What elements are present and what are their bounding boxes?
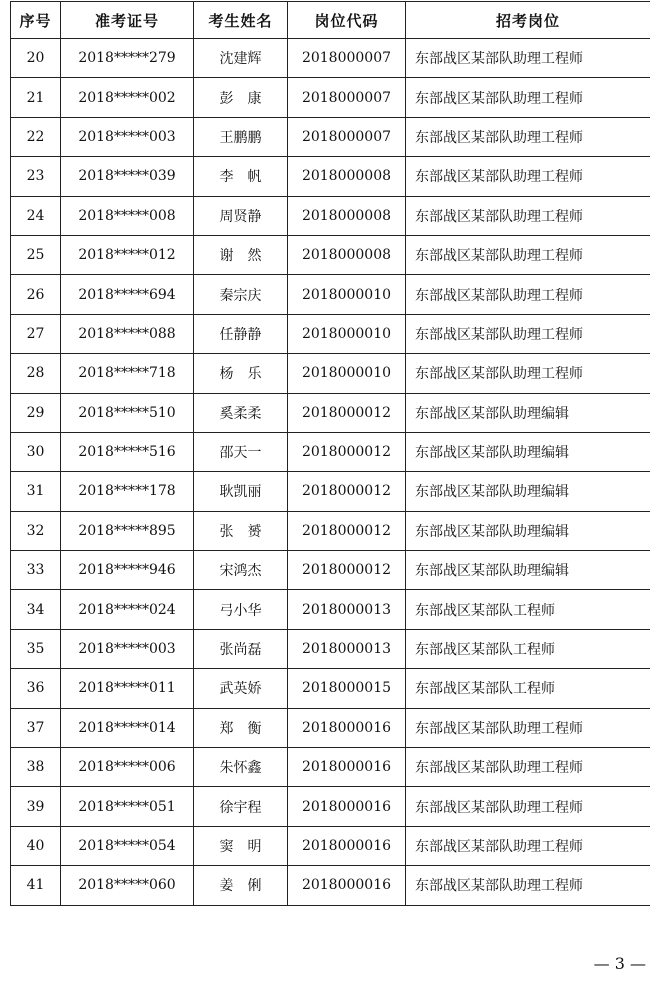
table-row (11, 235, 650, 274)
cell-code: 2018000013 (288, 590, 406, 629)
cell-post: 东部战区某部队助理工程师 (406, 78, 650, 117)
cell-name: 姜 俐 (194, 866, 288, 905)
table-body (11, 39, 650, 906)
cell-post: 东部战区某部队助理工程师 (406, 826, 650, 865)
cell-code: 2018000010 (288, 354, 406, 393)
cell-exam-id: 2018*****054 (61, 826, 194, 865)
cell-exam-id: 2018*****694 (61, 275, 194, 314)
header-row (11, 2, 650, 39)
cell-seq: 25 (11, 235, 61, 274)
cell-name: 张 赟 (194, 511, 288, 550)
cell-post: 东部战区某部队助理编辑 (406, 432, 650, 471)
cell-post: 东部战区某部队助理编辑 (406, 511, 650, 550)
table-row (11, 314, 650, 353)
table-row (11, 866, 650, 905)
cell-code: 2018000008 (288, 196, 406, 235)
cell-seq: 37 (11, 708, 61, 747)
cell-seq: 38 (11, 748, 61, 787)
table-row (11, 157, 650, 196)
cell-code: 2018000012 (288, 551, 406, 590)
cell-name: 张尚磊 (194, 629, 288, 668)
cell-name: 耿凯丽 (194, 472, 288, 511)
table-row (11, 708, 650, 747)
cell-name: 任静静 (194, 314, 288, 353)
cell-post: 东部战区某部队助理工程师 (406, 708, 650, 747)
cell-exam-id: 2018*****178 (61, 472, 194, 511)
table-row (11, 275, 650, 314)
cell-code: 2018000016 (288, 866, 406, 905)
cell-name: 窦 明 (194, 826, 288, 865)
cell-code: 2018000016 (288, 708, 406, 747)
cell-name: 王鹏鹏 (194, 117, 288, 156)
cell-post: 东部战区某部队助理工程师 (406, 314, 650, 353)
cell-code: 2018000012 (288, 472, 406, 511)
cell-seq: 22 (11, 117, 61, 156)
table-row (11, 590, 650, 629)
cell-name: 杨 乐 (194, 354, 288, 393)
cell-seq: 41 (11, 866, 61, 905)
cell-exam-id: 2018*****718 (61, 354, 194, 393)
cell-code: 2018000016 (288, 748, 406, 787)
table-row (11, 354, 650, 393)
cell-post: 东部战区某部队助理工程师 (406, 117, 650, 156)
cell-exam-id: 2018*****051 (61, 787, 194, 826)
cell-code: 2018000008 (288, 235, 406, 274)
cell-post: 东部战区某部队助理工程师 (406, 275, 650, 314)
cell-name: 宋鸿杰 (194, 551, 288, 590)
cell-seq: 20 (11, 39, 61, 78)
cell-code: 2018000012 (288, 432, 406, 471)
cell-exam-id: 2018*****279 (61, 39, 194, 78)
cell-exam-id: 2018*****024 (61, 590, 194, 629)
cell-name: 沈建辉 (194, 39, 288, 78)
cell-code: 2018000007 (288, 117, 406, 156)
cell-post: 东部战区某部队助理工程师 (406, 787, 650, 826)
table-row (11, 472, 650, 511)
table-row (11, 117, 650, 156)
table-row (11, 196, 650, 235)
table-row (11, 511, 650, 550)
header-post: 招考岗位 (406, 2, 650, 39)
cell-post: 东部战区某部队工程师 (406, 629, 650, 668)
table-row (11, 629, 650, 668)
cell-seq: 32 (11, 511, 61, 550)
cell-exam-id: 2018*****060 (61, 866, 194, 905)
cell-exam-id: 2018*****946 (61, 551, 194, 590)
cell-seq: 31 (11, 472, 61, 511)
cell-code: 2018000010 (288, 314, 406, 353)
cell-name: 徐宇程 (194, 787, 288, 826)
table-row (11, 551, 650, 590)
cell-code: 2018000008 (288, 157, 406, 196)
cell-name: 郑 衡 (194, 708, 288, 747)
table-row (11, 748, 650, 787)
cell-exam-id: 2018*****011 (61, 669, 194, 708)
cell-post: 东部战区某部队助理工程师 (406, 748, 650, 787)
cell-exam-id: 2018*****002 (61, 78, 194, 117)
cell-code: 2018000007 (288, 78, 406, 117)
cell-seq: 39 (11, 787, 61, 826)
cell-seq: 36 (11, 669, 61, 708)
table-row (11, 787, 650, 826)
cell-code: 2018000007 (288, 39, 406, 78)
cell-seq: 34 (11, 590, 61, 629)
cell-code: 2018000013 (288, 629, 406, 668)
cell-name: 谢 然 (194, 235, 288, 274)
cell-name: 朱怀鑫 (194, 748, 288, 787)
cell-seq: 40 (11, 826, 61, 865)
cell-exam-id: 2018*****003 (61, 629, 194, 668)
cell-seq: 35 (11, 629, 61, 668)
cell-exam-id: 2018*****510 (61, 393, 194, 432)
cell-name: 武英娇 (194, 669, 288, 708)
cell-post: 东部战区某部队助理工程师 (406, 866, 650, 905)
cell-code: 2018000010 (288, 275, 406, 314)
cell-post: 东部战区某部队助理工程师 (406, 235, 650, 274)
cell-code: 2018000015 (288, 669, 406, 708)
cell-seq: 28 (11, 354, 61, 393)
cell-post: 东部战区某部队工程师 (406, 590, 650, 629)
cell-seq: 21 (11, 78, 61, 117)
cell-post: 东部战区某部队助理工程师 (406, 196, 650, 235)
cell-exam-id: 2018*****088 (61, 314, 194, 353)
cell-seq: 23 (11, 157, 61, 196)
table-header (11, 2, 650, 39)
cell-code: 2018000012 (288, 511, 406, 550)
cell-post: 东部战区某部队助理工程师 (406, 39, 650, 78)
cell-seq: 24 (11, 196, 61, 235)
cell-exam-id: 2018*****006 (61, 748, 194, 787)
cell-seq: 27 (11, 314, 61, 353)
cell-exam-id: 2018*****012 (61, 235, 194, 274)
cell-seq: 33 (11, 551, 61, 590)
cell-seq: 30 (11, 432, 61, 471)
cell-name: 周贤静 (194, 196, 288, 235)
cell-code: 2018000012 (288, 393, 406, 432)
cell-post: 东部战区某部队助理工程师 (406, 354, 650, 393)
cell-name: 彭 康 (194, 78, 288, 117)
table-row (11, 669, 650, 708)
cell-exam-id: 2018*****008 (61, 196, 194, 235)
cell-exam-id: 2018*****895 (61, 511, 194, 550)
cell-post: 东部战区某部队助理编辑 (406, 472, 650, 511)
cell-code: 2018000016 (288, 826, 406, 865)
header-name: 考生姓名 (194, 2, 288, 39)
cell-exam-id: 2018*****003 (61, 117, 194, 156)
table-row (11, 432, 650, 471)
header-code: 岗位代码 (288, 2, 406, 39)
cell-name: 秦宗庆 (194, 275, 288, 314)
cell-exam-id: 2018*****014 (61, 708, 194, 747)
table-row (11, 39, 650, 78)
table-row (11, 78, 650, 117)
cell-name: 李 帆 (194, 157, 288, 196)
header-seq: 序号 (11, 2, 61, 39)
cell-post: 东部战区某部队助理编辑 (406, 551, 650, 590)
cell-name: 邵天一 (194, 432, 288, 471)
cell-post: 东部战区某部队助理工程师 (406, 157, 650, 196)
header-exam-id: 准考证号 (61, 2, 194, 39)
cell-exam-id: 2018*****516 (61, 432, 194, 471)
table-row (11, 393, 650, 432)
table-row (11, 826, 650, 865)
cell-exam-id: 2018*****039 (61, 157, 194, 196)
cell-post: 东部战区某部队助理编辑 (406, 393, 650, 432)
cell-post: 东部战区某部队工程师 (406, 669, 650, 708)
cell-code: 2018000016 (288, 787, 406, 826)
cell-name: 弓小华 (194, 590, 288, 629)
page-number: — 3 — (593, 954, 646, 973)
cell-seq: 29 (11, 393, 61, 432)
cell-seq: 26 (11, 275, 61, 314)
candidate-table (10, 1, 650, 906)
cell-name: 奚柔柔 (194, 393, 288, 432)
